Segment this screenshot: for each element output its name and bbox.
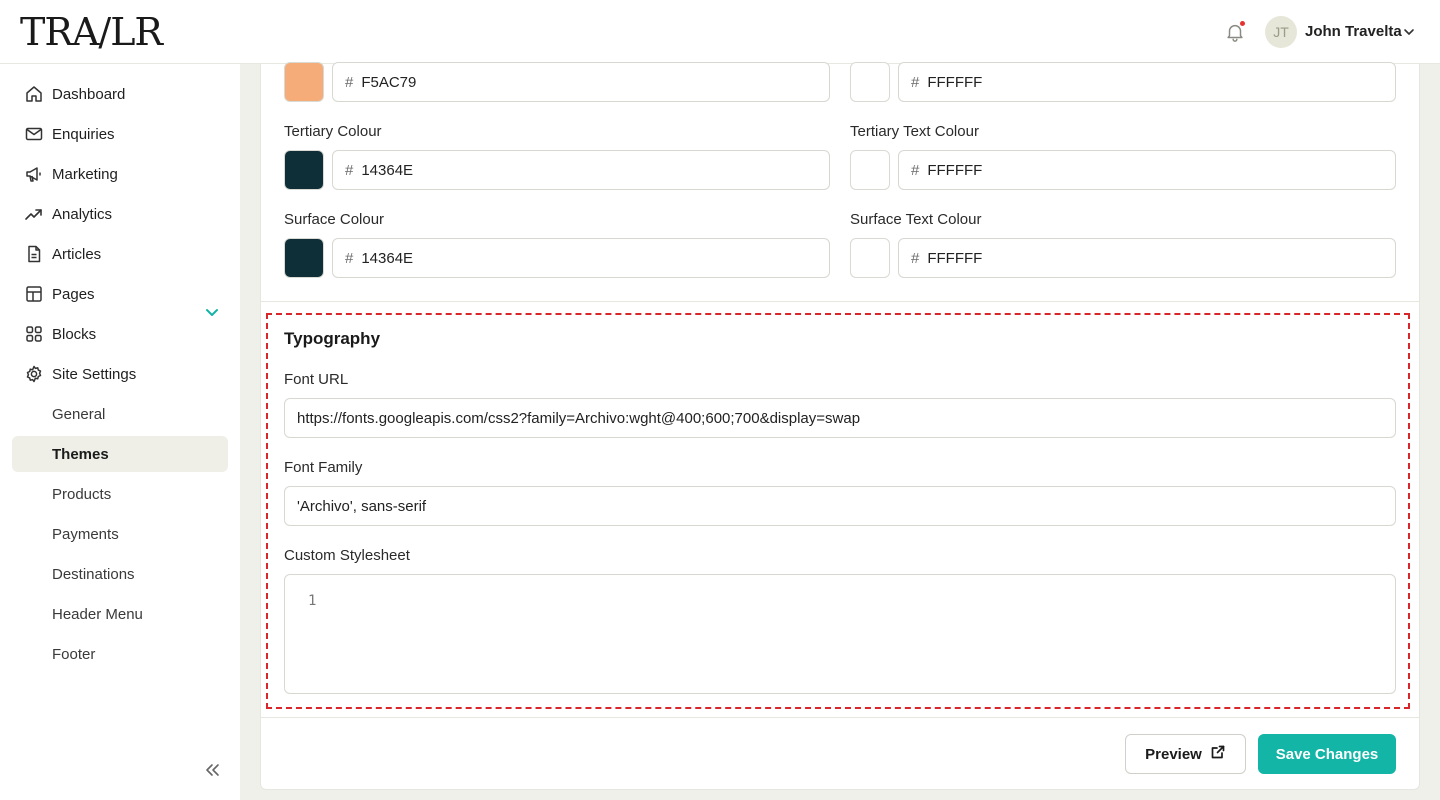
sidebar-item-label: Pages bbox=[52, 285, 95, 303]
surface-text-colour-input[interactable] bbox=[898, 238, 1396, 278]
hash-prefix: # bbox=[345, 161, 354, 179]
collapse-sidebar-icon[interactable] bbox=[202, 761, 222, 779]
hash-prefix: # bbox=[911, 161, 920, 179]
preview-label: Preview bbox=[1145, 745, 1202, 763]
top-header bbox=[0, 0, 1440, 64]
sidebar-item-label: Dashboard bbox=[52, 85, 126, 103]
surface-text-colour-value: FFFFFF bbox=[927, 249, 983, 267]
surface-colour-input[interactable] bbox=[332, 238, 830, 278]
hash-prefix: # bbox=[911, 73, 920, 91]
sidebar-subitem-payments[interactable]: Payments bbox=[52, 525, 119, 543]
external-link-icon bbox=[1210, 744, 1226, 764]
section-divider bbox=[261, 301, 1419, 302]
font-family-label: Font Family bbox=[284, 459, 363, 476]
preview-button[interactable] bbox=[1125, 734, 1246, 774]
sidebar-item-label: Analytics bbox=[52, 205, 113, 223]
save-changes-button[interactable]: Save Changes bbox=[1258, 734, 1396, 774]
sidebar-item-label: Site Settings bbox=[52, 365, 137, 383]
home-icon bbox=[24, 84, 44, 104]
sidebar-item-label: Blocks bbox=[52, 325, 97, 343]
tertiary-colour-input[interactable] bbox=[332, 150, 830, 190]
sidebar-subitem-header-menu[interactable]: Header Menu bbox=[52, 605, 143, 623]
sidebar-item-label: Enquiries bbox=[52, 125, 115, 143]
tertiary-colour-value: 14364E bbox=[361, 161, 414, 179]
sidebar-item-marketing[interactable] bbox=[12, 156, 228, 192]
surface-colour-label: Surface Colour bbox=[284, 211, 385, 228]
font-url-label: Font URL bbox=[284, 371, 349, 388]
hash-prefix: # bbox=[345, 73, 354, 91]
mail-icon bbox=[24, 124, 44, 144]
sidebar-item-blocks[interactable] bbox=[12, 316, 228, 352]
secondary-colour-input[interactable] bbox=[332, 62, 830, 102]
sidebar-subitem-products[interactable]: Products bbox=[52, 485, 112, 503]
line-number: 1 bbox=[308, 593, 317, 609]
typography-title: Typography bbox=[284, 329, 381, 348]
hash-prefix: # bbox=[911, 249, 920, 267]
footer-divider bbox=[261, 717, 1419, 718]
surface-colour-value: 14364E bbox=[361, 249, 414, 267]
custom-stylesheet-label: Custom Stylesheet bbox=[284, 547, 410, 564]
sidebar-subitem-themes[interactable]: Themes bbox=[12, 436, 228, 472]
font-url-input[interactable]: https://fonts.googleapis.com/css2?family=Archivo:wght@400;600;700&display=swap bbox=[284, 398, 1396, 438]
surface-colour-swatch[interactable] bbox=[284, 238, 324, 278]
sidebar-item-label: Articles bbox=[52, 245, 102, 263]
hash-prefix: # bbox=[345, 249, 354, 267]
avatar[interactable]: JT bbox=[1265, 16, 1297, 48]
custom-stylesheet-editor[interactable] bbox=[284, 574, 1396, 694]
tertiary-colour-label: Tertiary Colour bbox=[284, 123, 382, 140]
tertiary-colour-swatch[interactable] bbox=[284, 150, 324, 190]
sidebar-item-pages[interactable] bbox=[12, 276, 228, 312]
user-name[interactable]: John Travelta bbox=[1305, 23, 1402, 40]
tertiary-text-colour-label: Tertiary Text Colour bbox=[850, 123, 979, 140]
megaphone-icon bbox=[24, 164, 44, 184]
trending-up-icon bbox=[24, 204, 44, 224]
secondary-colour-swatch[interactable] bbox=[284, 62, 324, 102]
tertiary-text-colour-swatch[interactable] bbox=[850, 150, 890, 190]
sidebar-item-articles[interactable] bbox=[12, 236, 228, 272]
surface-text-colour-label: Surface Text Colour bbox=[850, 211, 982, 228]
blocks-icon bbox=[24, 324, 44, 344]
secondary-text-colour-input[interactable] bbox=[898, 62, 1396, 102]
secondary-text-colour-value: FFFFFF bbox=[927, 73, 983, 91]
font-family-input[interactable]: 'Archivo', sans-serif bbox=[284, 486, 1396, 526]
sidebar-item-analytics[interactable] bbox=[12, 196, 228, 232]
tertiary-text-colour-input[interactable] bbox=[898, 150, 1396, 190]
gear-icon bbox=[24, 364, 44, 384]
secondary-text-colour-swatch[interactable] bbox=[850, 62, 890, 102]
sidebar-item-site-settings[interactable] bbox=[12, 356, 228, 392]
sidebar-subitem-footer[interactable]: Footer bbox=[52, 645, 96, 663]
document-icon bbox=[24, 244, 44, 264]
chevron-down-icon[interactable] bbox=[1402, 25, 1416, 39]
tertiary-text-colour-value: FFFFFF bbox=[927, 161, 983, 179]
secondary-colour-value: F5AC79 bbox=[361, 73, 417, 91]
chevron-down-icon[interactable] bbox=[203, 303, 221, 321]
sidebar-item-enquiries[interactable] bbox=[12, 116, 228, 152]
layout-icon bbox=[24, 284, 44, 304]
sidebar-item-label: Marketing bbox=[52, 165, 118, 183]
sidebar-item-dashboard[interactable] bbox=[12, 76, 228, 112]
notification-dot bbox=[1240, 21, 1245, 26]
surface-text-colour-swatch[interactable] bbox=[850, 238, 890, 278]
sidebar-subitem-general[interactable]: General bbox=[52, 405, 106, 423]
sidebar-subitem-destinations[interactable]: Destinations bbox=[52, 565, 135, 583]
brand-logo[interactable]: TRA/LR bbox=[20, 10, 163, 54]
